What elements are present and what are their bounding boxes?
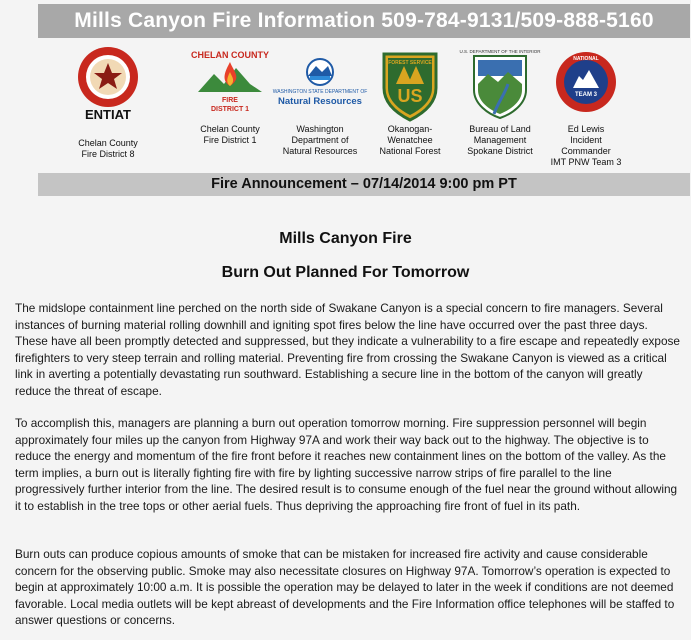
- logo-caption: Bureau of Land Management Spokane District: [467, 124, 533, 156]
- svg-text:WASHINGTON STATE DEPARTMENT OF: WASHINGTON STATE DEPARTMENT OF: [272, 89, 368, 95]
- logo-usfs: [362, 44, 458, 157]
- logo-entiat-caption-wrap: [60, 136, 156, 160]
- svg-text:DISTRICT 1: DISTRICT 1: [210, 106, 250, 113]
- page-header-title: Mills Canyon Fire Information 509-784-9131/509-888-5160: [38, 4, 690, 38]
- imt-pnw-team-3-logo-icon: [549, 44, 623, 122]
- svg-text:ENTIAT: ENTIAT: [85, 107, 131, 122]
- logo-imt-pnw-team-3: [538, 44, 634, 168]
- logo-caption: Okanogan- Wenatchee National Forest: [379, 124, 441, 156]
- logo-entiat: [60, 44, 156, 122]
- svg-text:Natural Resources: Natural Resources: [278, 96, 362, 107]
- logo-wa-dnr: [272, 44, 368, 157]
- logo-blm: [452, 44, 548, 157]
- wa-dnr-logo-icon: [272, 44, 368, 122]
- agency-logos-row: [60, 44, 680, 169]
- svg-text:FIRE: FIRE: [222, 97, 238, 104]
- forest-service-shield-logo-icon: [374, 44, 446, 122]
- logo-caption: Chelan County Fire District 8: [78, 138, 138, 159]
- article-paragraph: Burn outs can produce copious amounts of smoke that can be mistaken for increased fire activity and cause considerable concern for the observing public. Smoke may also necessitate closures on Highway 97A. Tomorrow’s operation is expected to begin at approximately 10:00 a.m. It is possible the operation may be delayed to later in the week if conditions are not deemed favorable. Local media outlets will be kept abreast of developments and the Fire Information office telephones will be staffed to answer questions or concerns.: [15, 547, 675, 628]
- logo-caption: Chelan County Fire District 1: [200, 124, 260, 145]
- logo-caption: Washington Department of Natural Resources: [282, 124, 358, 156]
- logo-caption: Ed Lewis Incident Commander IMT PNW Team 3: [550, 124, 622, 167]
- fire-announcement-bar: Fire Announcement – 07/14/2014 9:00 pm PT: [38, 173, 690, 196]
- svg-text:U.S. DEPARTMENT OF THE INTERIO: U.S. DEPARTMENT OF THE INTERIOR: [459, 49, 541, 54]
- svg-text:CHELAN COUNTY: CHELAN COUNTY: [191, 50, 269, 60]
- svg-text:FOREST SERVICE: FOREST SERVICE: [388, 60, 432, 66]
- svg-text:NATIONAL: NATIONAL: [573, 56, 599, 62]
- blm-logo-icon: [459, 44, 541, 122]
- article-title: Mills Canyon Fire: [279, 230, 412, 247]
- logo-chelan-fd1: [182, 44, 278, 146]
- article-paragraph: To accomplish this, managers are planning a burn out operation tomorrow morning. Fire suppression personnel will begin approximately four miles up the canyon from Highway 97A and work their way back out to the highway. The objective is to reduce the energy and momentum of the fire front before it reaches new containment lines on the bottom of the valley. As the term implies, a burn out is literally fighting fire with fire by lighting successive narrow strips of fire parallel to the line progressively further interior from the line. The desired result is to consume enough of the fuel near the ground without allowing it to establish in the tree tops or other aerial fuels. Thus depriving the approaching fire front of fuel in its path.: [15, 416, 678, 513]
- entiat-fire-district-logo-icon: [69, 44, 147, 122]
- article-subtitle: Burn Out Planned For Tomorrow: [221, 264, 470, 281]
- chelan-county-fire-district-1-logo-icon: [190, 44, 270, 122]
- article-paragraph: The midslope containment line perched on the north side of Swakane Canyon is a special concern to fire managers. Several instances of burning material rolling downhill and igniting spot fires below the line have occurred over the past three days. These have all been promptly detected and suppressed, but they indicate a vulnerability to a fire escape and repeatedly expose firefighters to very steep terrain and rolling material. Preventing fire from crossing the Swakane Canyon is viewed as a critical link in averting a potentially devastating run southward. Establishing a secure line in the bottom of the canyon will greatly reduce the threat of escape.: [15, 301, 680, 398]
- svg-text:US: US: [397, 86, 423, 106]
- svg-text:TEAM 3: TEAM 3: [574, 92, 598, 98]
